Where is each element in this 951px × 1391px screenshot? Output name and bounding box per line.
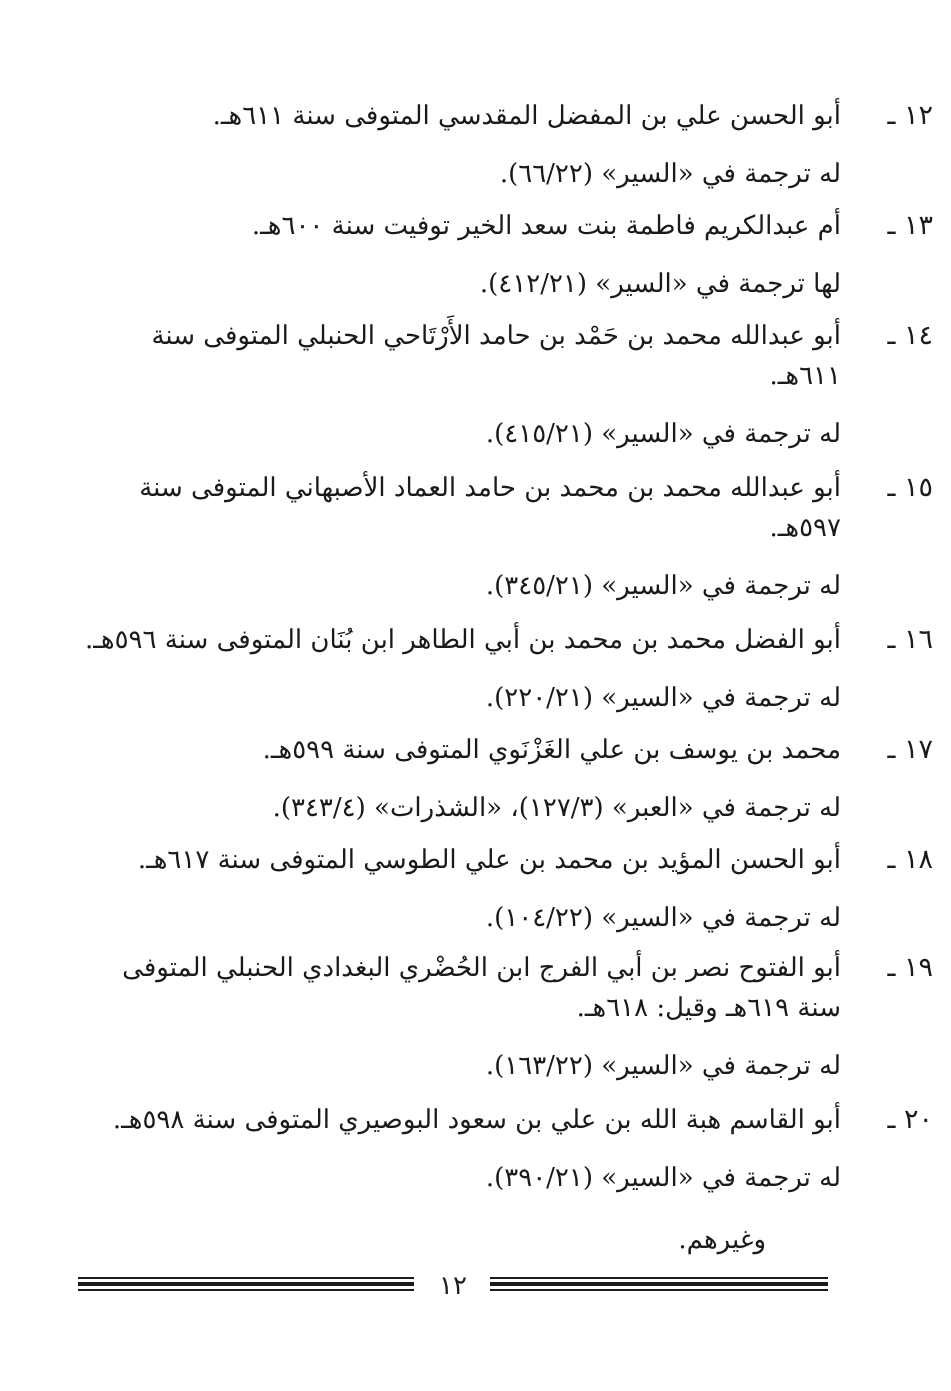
entry-name: أبو الحسن علي بن المفضل المقدسي المتوفى سنة ٦١١هـ. bbox=[212, 101, 841, 131]
entry-reference: له ترجمة في «السير» (١٦٣/٢٢). bbox=[485, 1051, 841, 1081]
entry-17 bbox=[81, 730, 933, 828]
entry-reference: له ترجمة في «السير» (٢٢٠/٢١). bbox=[485, 683, 841, 713]
entry-name: محمد بن يوسف بن علي الغَزْنَوي المتوفى سنة ٥٩٩هـ. bbox=[262, 735, 841, 765]
entry-15 bbox=[81, 468, 933, 606]
entry-number: ١٨ ـ bbox=[887, 844, 933, 875]
closing-text: وغيرهم. bbox=[678, 1225, 766, 1255]
entry-number: ٢٠ ـ bbox=[887, 1104, 933, 1135]
entry-name: أبو الفتوح نصر بن أبي الفرج ابن الحُضْري البغدادي الحنبلي المتوفى سنة ٦١٩هـ وقيل: ٦١٨هـ. bbox=[122, 953, 841, 1023]
entry-16 bbox=[81, 620, 933, 718]
entry-18 bbox=[81, 840, 933, 938]
entry-reference: له ترجمة في «السير» (٣٤٥/٢١). bbox=[485, 571, 841, 601]
entry-14 bbox=[81, 316, 933, 454]
entry-name: أبو عبدالله محمد بن حَمْد بن حامد الأَرْتَاحي الحنبلي المتوفى سنة ٦١١هـ. bbox=[151, 321, 841, 391]
entry-13 bbox=[81, 206, 933, 304]
page-footer bbox=[0, 1268, 951, 1308]
page-number: ١٢ bbox=[439, 1271, 467, 1301]
entry-12 bbox=[81, 96, 933, 194]
entry-name: أبو الحسن المؤيد بن محمد بن علي الطوسي المتوفى سنة ٦١٧هـ. bbox=[137, 845, 841, 875]
entry-number: ١٦ ـ bbox=[887, 624, 933, 655]
entry-19 bbox=[81, 948, 933, 1086]
entry-number: ١٥ ـ bbox=[887, 472, 933, 503]
entry-name: أبو الفضل محمد بن محمد بن أبي الطاهر ابن بُنَان المتوفى سنة ٥٩٦هـ. bbox=[85, 625, 841, 655]
footer-rule-left bbox=[78, 1277, 414, 1295]
entry-reference: لها ترجمة في «السير» (٤١٢/٢١). bbox=[479, 269, 841, 299]
footer-rule-right bbox=[490, 1277, 828, 1295]
entry-reference: له ترجمة في «السير» (٤١٥/٢١). bbox=[485, 419, 841, 449]
entry-number: ١٤ ـ bbox=[887, 320, 933, 351]
entry-number: ١٣ ـ bbox=[887, 210, 933, 241]
entry-reference: له ترجمة في «السير» (٦٦/٢٢). bbox=[499, 159, 841, 189]
entry-number: ١٢ ـ bbox=[887, 100, 933, 131]
entry-reference: له ترجمة في «السير» (٣٩٠/٢١). bbox=[485, 1163, 841, 1193]
entry-reference: له ترجمة في «العبر» (١٢٧/٣)، «الشذرات» (٣٤٣/٤). bbox=[272, 793, 841, 823]
entry-name: أبو عبدالله محمد بن محمد بن حامد العماد الأصبهاني المتوفى سنة ٥٩٧هـ. bbox=[139, 473, 841, 543]
entry-reference: له ترجمة في «السير» (١٠٤/٢٢). bbox=[485, 903, 841, 933]
entry-number: ١٩ ـ bbox=[887, 952, 933, 983]
entry-name: أم عبدالكريم فاطمة بنت سعد الخير توفيت سنة ٦٠٠هـ. bbox=[251, 211, 841, 241]
entry-number: ١٧ ـ bbox=[887, 734, 933, 765]
entry-name: أبو القاسم هبة الله بن علي بن سعود البوصيري المتوفى سنة ٥٩٨هـ. bbox=[112, 1105, 841, 1135]
entry-20 bbox=[81, 1100, 933, 1198]
